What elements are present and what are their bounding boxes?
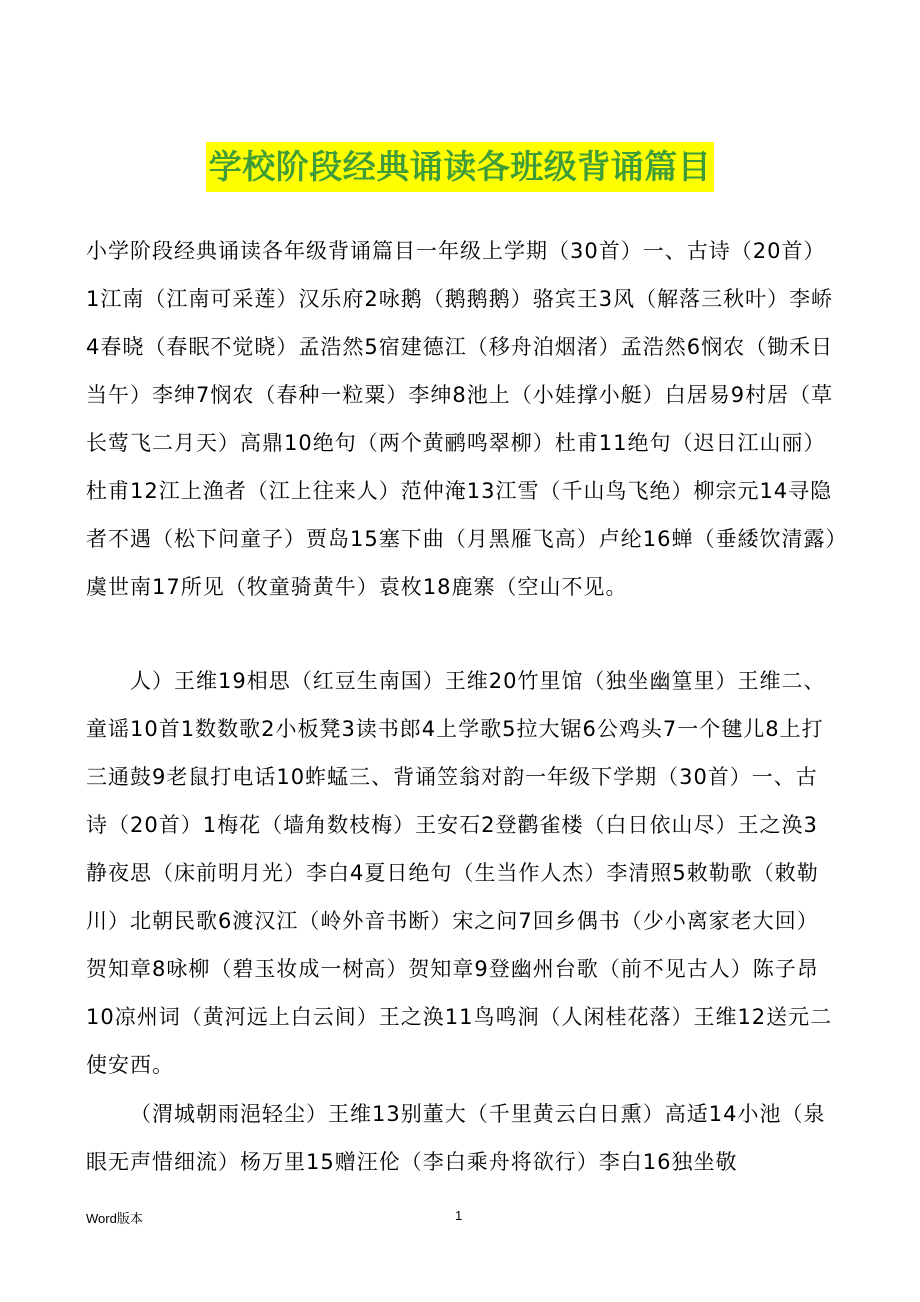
body-paragraph-3: （渭城朝雨浥轻尘）王维13别董大（千里黄云白日熏）高适14小池（泉眼无声惜细流）杨万里15赠汪伦（李白乘舟将欲行）李白16独坐敬 [86,1102,826,1174]
title-container [0,142,920,192]
body-paragraph-1: 小学阶段经典诵读各年级背诵篇目一年级上学期（30首）一、古诗（20首）1江南（江南可采莲）汉乐府2咏鹅（鹅鹅鹅）骆宾王3风（解落三秋叶）李峤4春晓（春眠不觉晓）孟浩然5宿建德江（移舟泊烟渚）孟浩然6悯农（锄禾日当午）李绅7悯农（春种一粒粟）李绅8池上（小娃撑小艇）白居易9村居（草长莺飞二月天）高鼎10绝句（两个黄鹂鸣翠柳）杜甫11绝句（迟日江山丽）杜甫12江上渔者（江上往来人）范仲淹13江雪（千山鸟飞绝）柳宗元14寻隐者不遇（松下问童子）贾岛15塞下曲（月黑雁飞高）卢纶16蝉（垂緌饮清露）虞世南17所见（牧童骑黄牛）袁枚18鹿寨（空山不见。 [86,239,837,599]
document-title: 学校阶段经典诵读各班级背诵篇目 [206,142,715,192]
body-paragraph-2: 人）王维19相思（红豆生南国）王维20竹里馆（独坐幽篁里）王维二、童谣10首1数数歌2小板凳3读书郎4上学歌5拉大锯6公鸡头7一个毽儿8上打三通鼓9老鼠打电话10蚱蜢三、背诵笠翁对韵一年级下学期（30首）一、古诗（20首）1梅花（墙角数枝梅）王安石2登鹳雀楼（白日依山尽）王之涣3静夜思（床前明月光）李白4夏日绝句（生当作人杰）李清照5敕勒歌（敕勒川）北朝民歌6渡汉江（岭外音书断）宋之问7回乡偶书（少小离家老大回）贺知章8咏柳（碧玉妆成一树高）贺知章9登幽州台歌（前不见古人）陈子昂10凉州词（黄河远上白云间）王之涣11鸟鸣涧（人闲桂花落）王维12送元二使安西。 [86,669,833,1077]
footer-label: Word版本 [86,1211,143,1226]
page-number: 1 [455,1208,463,1223]
